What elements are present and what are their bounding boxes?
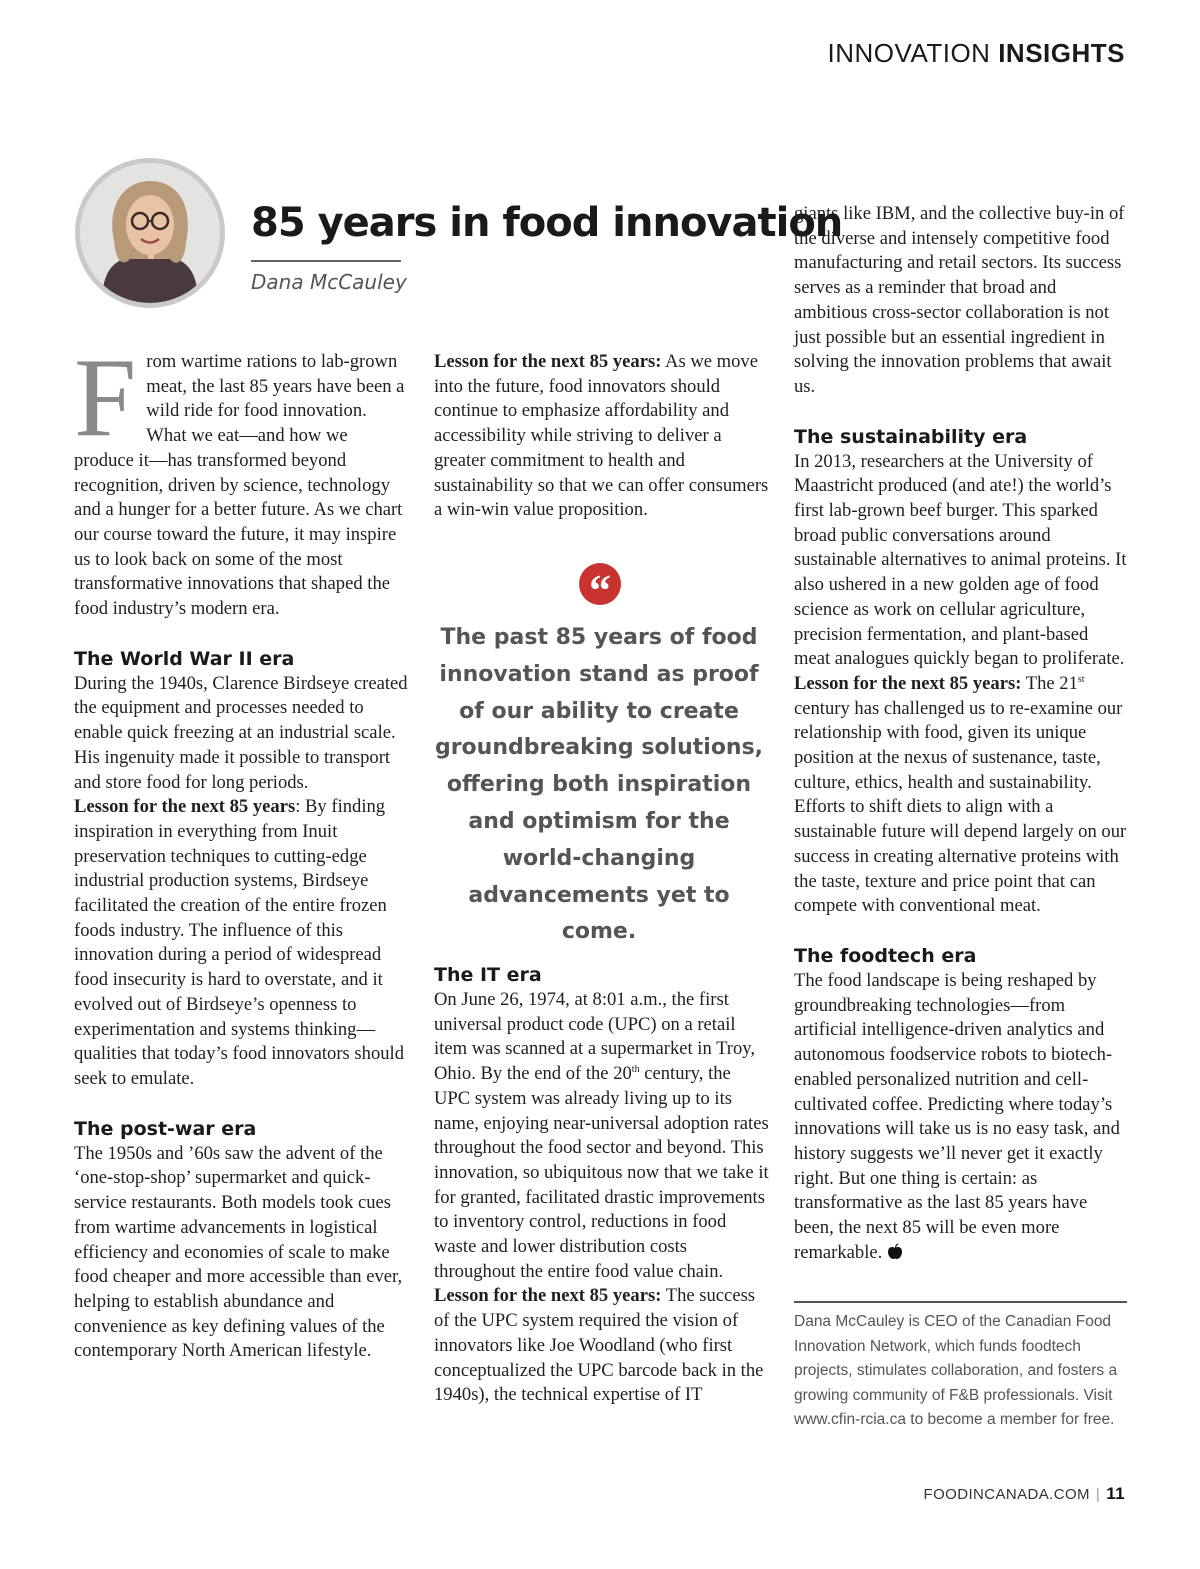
continuation-paragraph: giants like IBM, and the collective buy-in of the diverse and intensely competitive food manufacturing and retail sectors. Its success serves as a reminder that broad and ambitious cross-sector collaboration is not just possible but an essential ingredient in solving the innovation problems that await us. [794, 203, 1125, 397]
drop-cap: F [74, 336, 137, 460]
lesson-text: The success of the UPC system required the vision of innovators like Joe Woodland (who first conceptualized the UPC barcode back in the 1940s), the technical expertise of IT [434, 1285, 764, 1406]
it-text-a: On June 26, 1974, at 8:01 a.m., the first universal product code (UPC) on a retail item was scanned at a supermarket in Troy, Ohio. By the end of the 20 [434, 989, 756, 1085]
foodtech-heading: The foodtech era [794, 944, 977, 967]
section-label: INNOVATION [827, 38, 991, 68]
quote-icon: “ [579, 563, 621, 605]
page-footer [924, 1484, 1125, 1504]
intro-text: rom wartime rations to lab-grown meat, the last 85 years have been a wild ride for food innovation. What we eat—and how we produce it—has transformed beyond recognition, driven by science, technology and a hunger for a better future. As we chart our course toward the future, it may inspire us to look back on some of the most transformative innovations that shaped the food industry’s modern era. [74, 351, 405, 620]
page-number: 11 [1106, 1484, 1125, 1503]
publication-site: FOODINCANADA.COM [923, 1486, 1090, 1503]
ordinal-suffix: st [1077, 673, 1085, 685]
sustainability-heading: The sustainability era [794, 425, 1028, 448]
pull-quote: The past 85 years of food innovation stand as proof of our ability to create groundbreaking solutions, offering both inspiration and optimism for the world-changing advancements yet to come. [434, 625, 764, 945]
postwar-heading: The post-war era [74, 1117, 257, 1140]
lesson-label: Lesson for the next 85 years: [794, 672, 1022, 694]
it-era-section [434, 962, 769, 1408]
section-header [828, 38, 1125, 69]
intro-paragraph [74, 336, 409, 622]
lesson-label: Lesson for the next 85 years: [434, 351, 662, 372]
lesson-text: : By finding inspiration in everything from Inuit preservation techniques to cutting-edge industrial production systems, Birdseye facilitated the creation of the entire frozen foods industry. The influence of this innovation during a period of widespread food insecurity is hard to overstate, and it evolved out of Birdseye’s openness to experimentation and systems thinking—qualities that today’s food innovators should seek to emulate. [74, 796, 405, 1089]
article-title: 85 years in food innovation [251, 200, 843, 246]
apple-icon [887, 1243, 903, 1260]
ordinal-suffix: th [631, 1063, 640, 1075]
sustainability-paragraph: In 2013, researchers at the University of Maastricht produced (and ate!) the world’s first lab-grown beef burger. This sparked broad public conversations around sustainable alternatives to animal proteins. It also ushered in a new golden age of food science as work on cellular agriculture, precision fermentation, and plant-based meat analogues quickly began to proliferate. [794, 450, 1127, 670]
foodtech-text: The food landscape is being reshaped by groundbreaking technologies—from artificial intelligence-driven analytics and autonomous foodservice robots to biotech-enabled personalized nutrition and cell-cultivated coffee. Predicting where today’s innovations will take us is no easy task, and history suggests we’ll never get it exactly right. But one thing is certain: as transformative as the last 85 years have been, the next 85 will be even more remarkable. [794, 969, 1120, 1263]
author-photo [75, 158, 225, 308]
bio-divider [794, 1301, 1127, 1303]
column-1 [74, 336, 409, 1364]
ww2-lesson-paragraph [74, 795, 409, 1091]
it-heading: The IT era [434, 964, 542, 986]
lesson-text-a: The 21 [1021, 672, 1078, 694]
byline: Dana McCauley [251, 270, 407, 294]
postwar-lesson-paragraph [434, 350, 769, 523]
author-portrait-icon [80, 163, 220, 303]
lesson-label: Lesson for the next 85 years: [434, 1285, 662, 1307]
column-3 [794, 202, 1129, 1265]
it-text-b: century, the UPC system was already living up to its name, enjoying near-universal adoption rates throughout the food sector and beyond. This innovation, so ubiquitous now that we take it for granted, facilitated drastic improvements to inventory control, reductions in food waste and lower distribution costs throughout the entire food value chain. [434, 1063, 769, 1282]
ww2-heading: The World War II era [74, 647, 295, 670]
foodtech-paragraph [794, 969, 1129, 1265]
it-lesson-paragraph [434, 1284, 769, 1408]
postwar-paragraph: The 1950s and ’60s saw the advent of the ‘one-stop-shop’ supermarket and quick-service restaurants. Both models took cues from wartime advancements in logistical efficiency and economies of scale to make food cheaper and more accessible than ever, helping to establish abundance and convenience as key defining values of the contemporary North American lifestyle. [74, 1142, 403, 1362]
sustainability-lesson-paragraph [794, 672, 1129, 919]
ww2-paragraph: During the 1940s, Clarence Birdseye created the equipment and processes needed to enable quick freezing at an industrial scale. His ingenuity made it possible to transport and store food for long periods. [74, 672, 408, 793]
author-bio: Dana McCauley is CEO of the Canadian Food Innovation Network, which funds foodtech projects, stimulates collaboration, and fosters a growing community of F&B professionals. Visit www.cfin-rcia.ca to become a member for free. [794, 1313, 1118, 1429]
section-label-bold: INSIGHTS [998, 38, 1125, 68]
lesson-label: Lesson for the next 85 years [74, 796, 296, 818]
footer-separator: | [1095, 1486, 1101, 1503]
it-paragraph [434, 988, 769, 1284]
column-2 [434, 350, 769, 523]
lesson-text: As we move into the future, food innovators should continue to emphasize affordability and accessibility while striving to deliver a greater commitment to health and sustainability so that we can offer consumers a win-win value proposition. [434, 351, 769, 521]
byline-divider [251, 260, 401, 262]
lesson-text-b: century has challenged us to re-examine our relationship with food, given its unique position at the nexus of sustenance, taste, culture, ethics, health and sustainability. Efforts to shift diets to align with a sustainable future will depend largely on our success in creating alternative proteins with the taste, texture and price point that can compete with conventional meat. [794, 697, 1127, 917]
